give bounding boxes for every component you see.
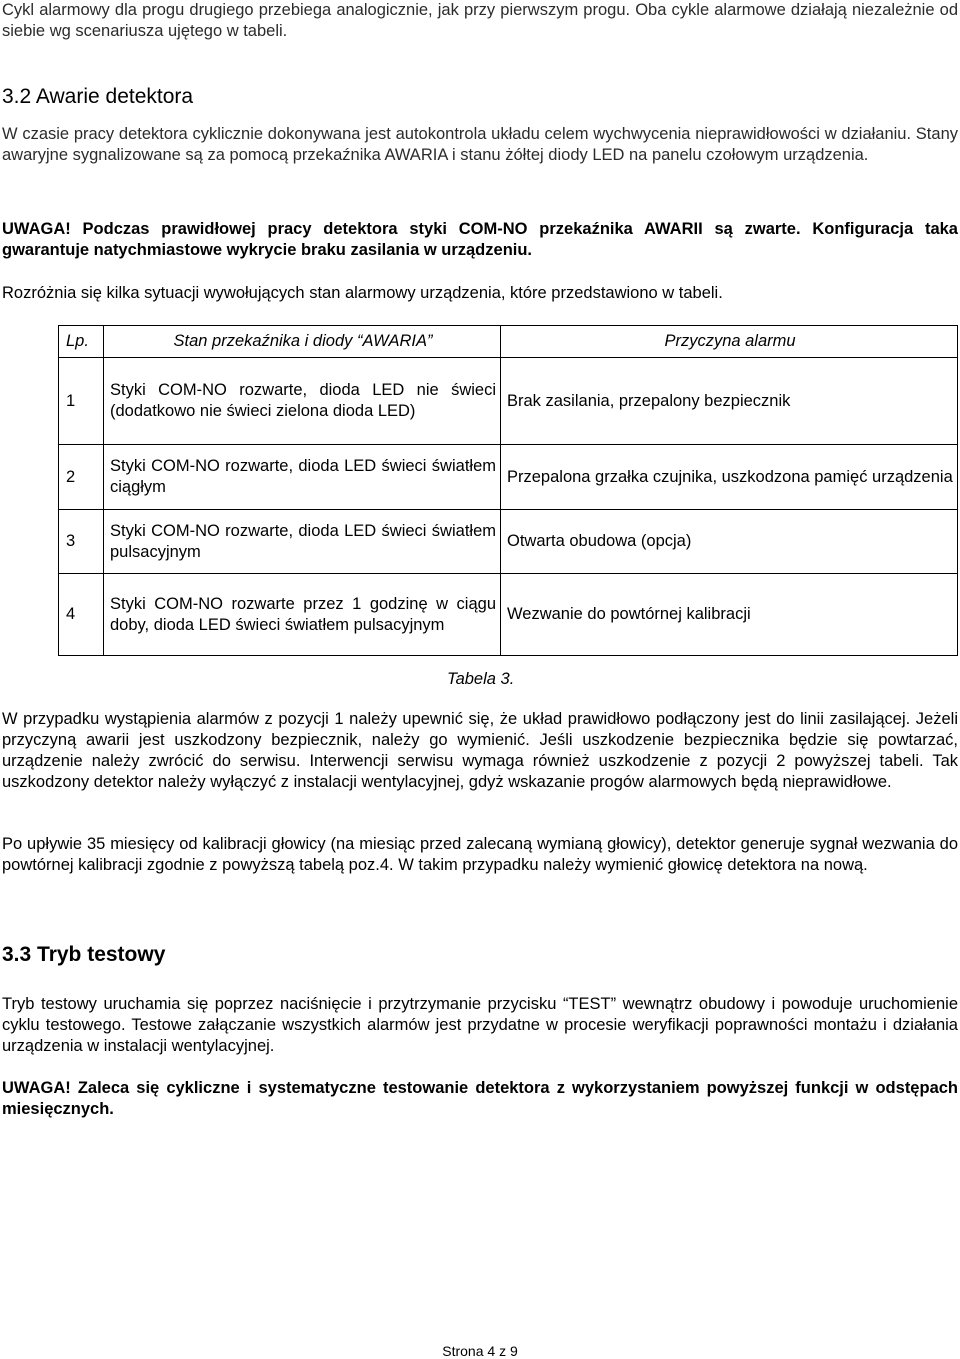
header-state (104, 326, 501, 358)
row-cause: Przepalona grzałka czujnika, uszkodzona pamięć urządzenia (501, 445, 958, 510)
table-caption: Tabela 3. (447, 670, 515, 688)
header-state-quote: “AWARIA” (356, 332, 433, 350)
section-3-2-paragraph-1: W czasie pracy detektora cyklicznie dokonywana jest autokontrola układu celem wychwycenia nieprawidłowości w działaniu. Stany awaryjne sygnalizowane są za pomocą przekaźnika AWARIA i stanu żółtej diody LED na panelu czołowym urządzenia. (2, 125, 958, 164)
row-cause: Otwarta obudowa (opcja) (501, 510, 958, 574)
after-table-paragraph-1: W przypadku wystąpienia alarmów z pozycji 1 należy upewnić się, że układ prawidłowo podłączony jest do linii zasilającej. Jeżeli przyczyną awarii jest uszkodzony bezpiecznik, należy go wymienić. Jeśli uszkodzenie bezpiecznika będzie się powtarzać, urządzenie należy zwrócić do serwisu. Interwencji serwisu wymaga również uszkodzenie z pozycji 2 powyższej tabeli. Tak uszkodzony detektor należy wyłączyć z instalacji wentylacyjnej, gdyż wskazanie progów alarmowych będą nieprawidłowe. (2, 710, 958, 791)
row-state: Styki COM-NO rozwarte, dioda LED świeci światłem ciągłym (104, 445, 501, 510)
section-3-3-heading: 3.3 Tryb testowy (2, 943, 166, 966)
after-table-paragraph-2: Po upływie 35 miesięcy od kalibracji głowicy (na miesiąc przed zalecaną wymianą głowicy), detektor generuje sygnał wezwania do powtórnej kalibracji zgodnie z powyższą tabelą poz.4. W takim przypadku należy wymienić głowicę detektora na nową. (2, 835, 958, 874)
warning-label: UWAGA! (2, 220, 71, 238)
section-3-2-paragraph-2: Rozróżnia się kilka sytuacji wywołujących stan alarmowy urządzenia, które przedstawiono w tabeli. (2, 284, 723, 302)
intro-paragraph: Cykl alarmowy dla progu drugiego przebiega analogicznie, jak przy pierwszym progu. Oba cykle alarmowe działają niezależnie od siebie wg scenariusza ujętego w tabeli. (2, 1, 958, 40)
header-cause: Przyczyna alarmu (501, 326, 958, 358)
table-header-row (59, 326, 958, 358)
header-state-prefix: Stan przekaźnika i diody (173, 332, 357, 350)
alarm-table (58, 325, 958, 656)
row-cause: Wezwanie do powtórnej kalibracji (501, 574, 958, 656)
row-lp: 2 (59, 445, 104, 510)
page-footer: Strona 4 z 9 (442, 1343, 518, 1359)
row-state: Styki COM-NO rozwarte, dioda LED świeci światłem pulsacyjnym (104, 510, 501, 574)
section-3-2-heading: 3.2 Awarie detektora (2, 85, 194, 108)
section-3-3-warning (2, 1078, 958, 1120)
row-cause: Brak zasilania, przepalony bezpiecznik (501, 358, 958, 445)
table-row (59, 358, 958, 445)
warning-text: Podczas prawidłowej pracy detektora styki COM-NO przekaźnika AWARII są zwarte. Konfiguracja taka gwarantuje natychmiastowe wykrycie braku zasilania w urządzeniu. (2, 220, 958, 259)
table-row (59, 510, 958, 574)
table-row (59, 445, 958, 510)
header-lp: Lp. (59, 326, 104, 358)
row-lp: 3 (59, 510, 104, 574)
row-lp: 4 (59, 574, 104, 656)
row-lp: 1 (59, 358, 104, 445)
section-3-3-warning-text: UWAGA! Zaleca się cykliczne i systematyczne testowanie detektora z wykorzystaniem powyższej funkcji w odstępach miesięcznych. (2, 1079, 958, 1118)
section-3-3-paragraph-1: Tryb testowy uruchamia się poprzez naciśnięcie i przytrzymanie przycisku “TEST” wewnątrz obudowy i powoduje uruchomienie cyklu testowego. Testowe załączanie wszystkich alarmów jest przydatne w procesie weryfikacji poprawności montażu i działania urządzenia w instalacji wentylacyjnej. (2, 995, 958, 1055)
section-3-2-warning (2, 219, 958, 261)
row-state: Styki COM-NO rozwarte przez 1 godzinę w ciągu doby, dioda LED świeci światłem pulsacyjnym (104, 574, 501, 656)
row-state: Styki COM-NO rozwarte, dioda LED nie świeci (dodatkowo nie świeci zielona dioda LED) (104, 358, 501, 445)
table-row (59, 574, 958, 656)
